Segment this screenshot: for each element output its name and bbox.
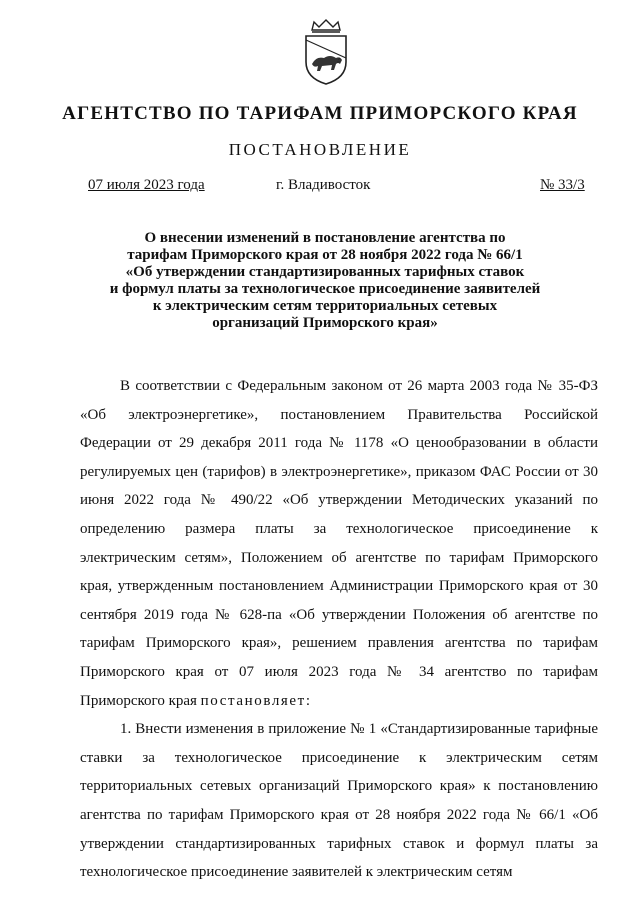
document-date: 07 июля 2023 года: [88, 177, 205, 193]
decree-word: постановляет:: [200, 692, 312, 709]
document-number: № 33/3: [540, 177, 585, 193]
document-subject: [100, 230, 550, 332]
subject-line: к электрическим сетям территориальных сетевых: [152, 298, 498, 314]
subject-line: «Об утверждении стандартизированных тарифных ставок: [125, 264, 525, 280]
agency-title: АГЕНТСТВО ПО ТАРИФАМ ПРИМОРСКОГО КРАЯ: [62, 103, 578, 124]
document-type: ПОСТАНОВЛЕНИЕ: [228, 140, 412, 159]
document-city: г. Владивосток: [276, 177, 371, 193]
preamble-text: В соответствии с Федеральным законом от 26 марта 2003 года № 35-ФЗ «Об электроэнергетике», постановлением Правительства Российской Федерации от 29 декабря 2011 года № 1178 «О ценообразовании в области регулируемых цен (тарифов) в электроэнергетике», приказом ФАС России от 30 июня 2022 года № 490/22 «Об утверждении Методических указаний по определению размера платы за технологическое присоединение к электрическим сетям», Положением об агентстве по тарифам Приморского края, утвержденным постановлением Администрации Приморского края от 30 сентября 2019 года № 628-па «Об утверждении Положения об агентстве по тарифам Приморского края», решением правления агентства по тарифам Приморского края от 07 июля 2023 года № 34 агентство по тарифам Приморского края: [80, 378, 598, 709]
coat-of-arms-icon: [298, 18, 354, 86]
subject-line: и формул платы за технологическое присоединение заявителей: [109, 281, 541, 297]
document-body: [80, 372, 598, 887]
subject-line: организаций Приморского края»: [212, 315, 438, 331]
subject-line: тарифам Приморского края от 28 ноября 2022 года № 66/1: [127, 247, 523, 263]
subject-line: О внесении изменений в постановление агентства по: [144, 230, 506, 246]
body-paragraph-item-1: 1. Внести изменения в приложение № 1 «Стандартизированные тарифные ставки за технологическое присоединение к электрическим сетям территориальных сетевых организаций Приморского края» к постановлению агентства по тарифам Приморского края от 28 ноября 2022 года № 66/1 «Об утверждении стандартизированных тарифных ставок и формул платы за технологическое присоединение заявителей к электрическим сетям: [80, 721, 598, 881]
body-paragraph-preamble: [80, 372, 598, 715]
